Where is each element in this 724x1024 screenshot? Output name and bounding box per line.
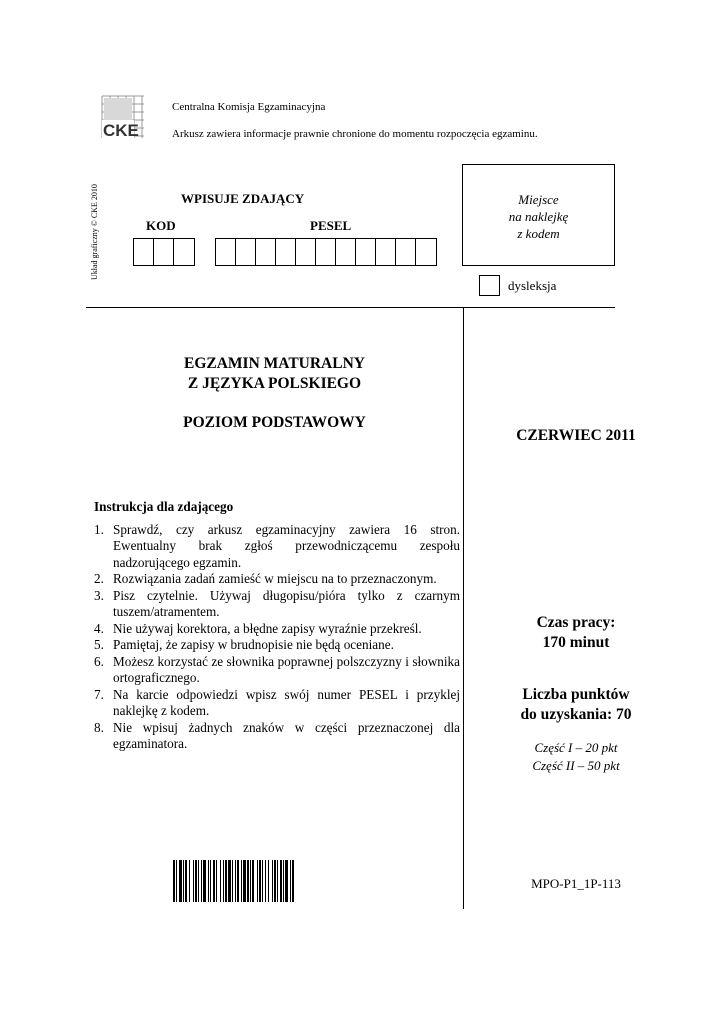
barcode-bar — [232, 860, 233, 902]
sticker-line-1: Miejsce — [518, 192, 559, 207]
barcode-bar — [193, 860, 194, 902]
pesel-cell[interactable] — [276, 239, 296, 265]
barcode-bar — [265, 860, 266, 902]
sticker-area — [462, 164, 615, 266]
vertical-divider — [463, 307, 464, 909]
barcode-bar — [243, 860, 246, 902]
barcode-bar — [213, 860, 215, 902]
exam-code: MPO-P1_1P-113 — [531, 876, 621, 891]
pesel-cell[interactable] — [236, 239, 256, 265]
horizontal-divider — [86, 307, 615, 308]
dyslexia-checkbox[interactable] — [479, 275, 500, 296]
barcode-bar — [280, 860, 282, 902]
barcode-graphic — [173, 860, 385, 902]
barcode-bar — [179, 860, 182, 902]
barcode-bar — [292, 860, 294, 902]
dyslexia-label: dysleksja — [508, 278, 557, 293]
barcode-bar — [223, 860, 224, 902]
pesel-cell[interactable] — [336, 239, 356, 265]
barcode-bar — [225, 860, 227, 902]
barcode-bar — [259, 860, 261, 902]
candidate-heading: WPISUJE ZDAJĄCY — [181, 191, 305, 206]
instruction-item: 4. Nie używaj korektora, a błędne zapisy wyraźnie przekreśl. — [94, 620, 422, 636]
kod-label: KOD — [146, 218, 176, 233]
barcode-bar — [210, 860, 211, 902]
kod-cell[interactable] — [174, 239, 194, 265]
barcode-bar — [183, 860, 184, 902]
barcode-bar — [247, 860, 249, 902]
pesel-cell[interactable] — [296, 239, 316, 265]
instruction-item: 3. Pisz czytelnie. Używaj długopisu/pióra tylko z czarnym tuszem/atramentem. — [94, 587, 460, 619]
barcode-bar — [250, 860, 251, 902]
copyright-vertical: Układ graficzny © CKE 2010 — [90, 184, 99, 280]
barcode-bar — [189, 860, 190, 902]
pesel-cell[interactable] — [376, 239, 396, 265]
barcode-bar — [283, 860, 284, 902]
barcode-bar — [257, 860, 258, 902]
instructions-heading: Instrukcja dla zdającego — [94, 499, 234, 514]
pesel-label: PESEL — [310, 218, 352, 233]
kod-cell[interactable] — [154, 239, 174, 265]
sticker-line-2: na naklejkę — [508, 209, 569, 224]
exam-date: CZERWIEC 2011 — [516, 427, 636, 444]
instruction-item: 2. Rozwiązania zadań zamieść w miejscu na to przeznaczonym. — [94, 571, 437, 586]
exam-title-line2: Z JĘZYKA POLSKIEGO — [187, 375, 362, 392]
barcode — [173, 860, 385, 902]
barcode-bar — [285, 860, 288, 902]
barcode-bar — [220, 860, 221, 902]
instruction-item: 1. Sprawdź, czy arkusz egzaminacyjny zawiera 16 stron. Ewentualny brak zgłoś przewodniczącemu zespołu nadzorującego egzamin. — [94, 521, 460, 570]
instructions-list — [94, 522, 460, 753]
barcode-bar — [201, 860, 202, 902]
kod-cell[interactable] — [134, 239, 154, 265]
barcode-bar — [198, 860, 199, 902]
svg-text:CKE: CKE — [103, 121, 139, 140]
cke-logo — [98, 92, 148, 142]
barcode-bar — [208, 860, 209, 902]
instruction-item: 6. Możesz korzystać ze słownika poprawnej polszczyzny i słownika ortograficznego. — [94, 653, 460, 685]
barcode-bar — [274, 860, 276, 902]
pesel-cell[interactable] — [356, 239, 376, 265]
pesel-cell[interactable] — [256, 239, 276, 265]
barcode-bar — [228, 860, 231, 902]
pesel-cell[interactable] — [316, 239, 336, 265]
time-label: Czas pracy: — [536, 614, 616, 631]
instructions — [94, 499, 460, 753]
barcode-bar — [252, 860, 254, 902]
instruction-item: 7. Na karcie odpowiedzi wpisz swój numer PESEL i przyklej naklejkę z kodem. — [94, 686, 460, 718]
instruction-item: 5. Pamiętaj, że zapisy w brudnopisie nie będą oceniane. — [94, 637, 394, 652]
part1-points: Część I – 20 pkt — [534, 740, 618, 755]
exam-title-line1: EGZAMIN MATURALNY — [184, 355, 365, 372]
barcode-bar — [237, 860, 239, 902]
barcode-bar — [173, 860, 175, 902]
points-label: Liczba punktów — [522, 686, 630, 703]
barcode-bar — [203, 860, 206, 902]
part2-points: Część II – 50 pkt — [532, 758, 620, 773]
instruction-item: 8. Nie wpisuj żadnych znaków w części przeznaczonej dla egzaminatora. — [94, 719, 460, 751]
barcode-bar — [241, 860, 242, 902]
org-name: Centralna Komisja Egzaminacyjna — [172, 101, 326, 113]
sticker-line-3: z kodem — [517, 226, 560, 241]
points-value: do uzyskania: 70 — [520, 706, 632, 723]
barcode-bar — [176, 860, 177, 902]
barcode-bar — [216, 860, 217, 902]
pesel-cell[interactable] — [216, 239, 236, 265]
pesel-field[interactable] — [215, 238, 437, 266]
barcode-bar — [262, 860, 263, 902]
barcode-bar — [235, 860, 236, 902]
barcode-bar — [277, 860, 278, 902]
barcode-bar — [272, 860, 273, 902]
time-value: 170 minut — [542, 634, 610, 651]
protection-notice: Arkusz zawiera informacje prawnie chronione do momentu rozpoczęcia egzaminu. — [172, 128, 538, 140]
exam-level: POZIOM PODSTAWOWY — [183, 414, 366, 431]
pesel-cell[interactable] — [416, 239, 436, 265]
kod-field[interactable] — [133, 238, 195, 266]
barcode-bar — [290, 860, 291, 902]
barcode-bar — [185, 860, 187, 902]
barcode-bar — [195, 860, 197, 902]
pesel-cell[interactable] — [396, 239, 416, 265]
barcode-bar — [268, 860, 269, 902]
